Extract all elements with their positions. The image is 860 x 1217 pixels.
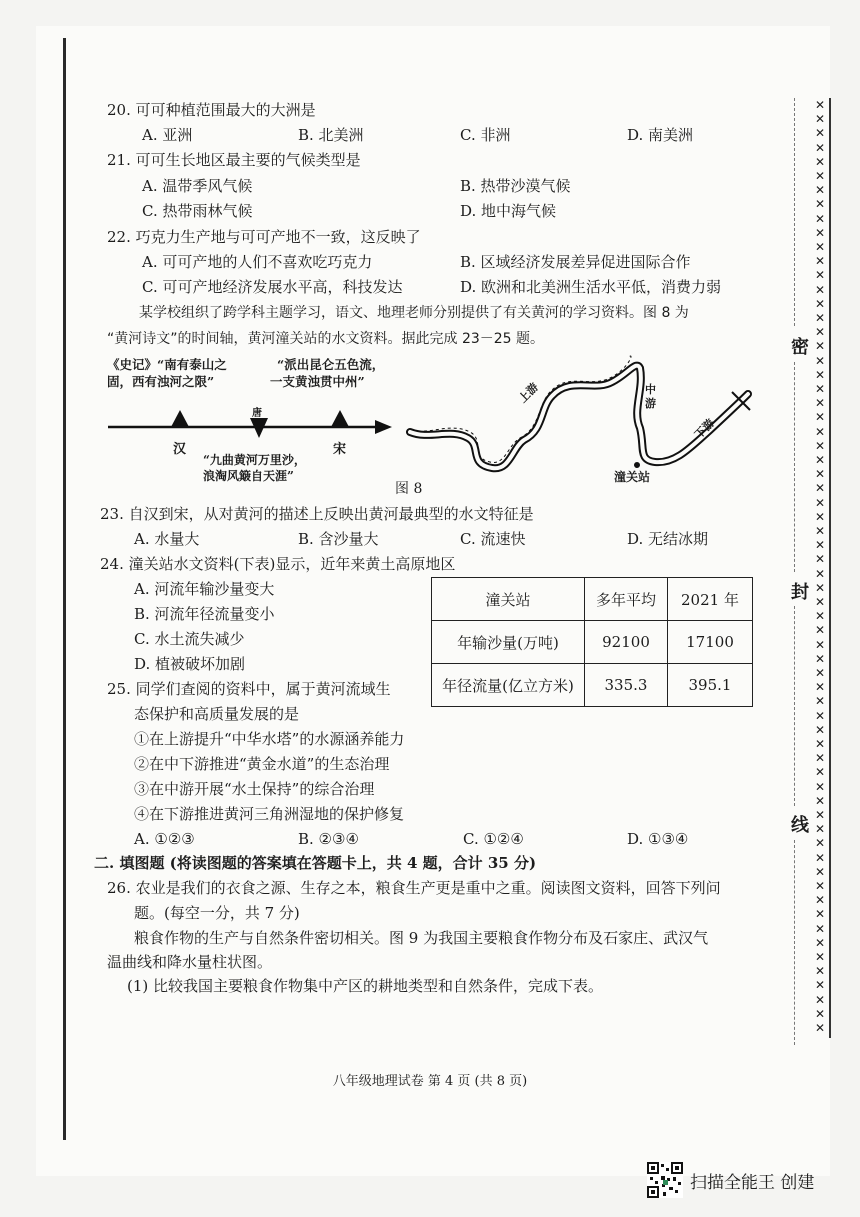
question-23-stem: 23. 自汉到宋，从对黄河的描述上反映出黄河最典型的水文特征是 — [100, 505, 534, 523]
cut-mark-icon: ✕ — [815, 879, 826, 893]
q25-item-1: ①在上游提升“中华水塔”的水源涵养能力 — [134, 730, 405, 748]
cut-mark-icon: ✕ — [815, 850, 826, 865]
cut-mark-icon: ✕ — [815, 438, 826, 453]
cut-mark-icon: ✕ — [815, 410, 826, 425]
han-marker-icon — [171, 410, 189, 427]
q25-item-4: ④在下游推进黄河三角洲湿地的保护修复 — [134, 805, 405, 823]
q23-option-d: D. 无结冰期 — [627, 530, 709, 548]
cut-mark-icon: ✕ — [815, 935, 826, 950]
cut-mark-icon: ✕ — [815, 282, 826, 297]
cut-line-x-marks — [815, 98, 831, 1038]
left-margin-rule — [63, 38, 66, 1140]
q24-option-c: C. 水土流失减少 — [134, 630, 245, 648]
cut-mark-icon: ✕ — [815, 311, 826, 325]
q25-item-3: ③在中游开展“水土保持”的综合治理 — [134, 780, 375, 798]
cut-mark-icon: ✕ — [815, 708, 826, 723]
table-cell: 395.1 — [668, 664, 753, 707]
q23-option-b: B. 含沙量大 — [298, 530, 379, 548]
cut-mark-icon: ✕ — [815, 495, 826, 510]
q21-option-a: A. 温带季风气候 — [142, 177, 253, 195]
cut-mark-icon: ✕ — [815, 183, 826, 198]
cut-mark-icon: ✕ — [815, 112, 826, 127]
qr-code-icon — [647, 1162, 683, 1198]
quote-jiuqu-line2: 浪淘风簸自天涯” — [203, 469, 294, 483]
cut-mark-icon: ✕ — [815, 595, 826, 609]
cut-mark-icon: ✕ — [815, 325, 826, 340]
q25-option-a: A. ①②③ — [134, 830, 195, 848]
cut-mark-icon: ✕ — [815, 566, 826, 581]
seal-char-feng: 封 — [791, 582, 809, 603]
cut-mark-icon: ✕ — [815, 1021, 826, 1035]
cut-mark-icon: ✕ — [815, 921, 826, 936]
quote-kunlun-line1: “派出昆仑五色流， — [277, 357, 385, 372]
q25-option-c: C. ①②④ — [463, 830, 524, 848]
cut-mark-icon: ✕ — [815, 765, 826, 780]
cut-mark-icon: ✕ — [815, 211, 826, 226]
song-marker-icon — [331, 410, 349, 427]
q21-option-d: D. 地中海气候 — [460, 202, 557, 220]
page-footer: 八年级地理试卷 第 4 页 (共 8 页) — [332, 1074, 528, 1089]
table-row — [432, 664, 753, 707]
cut-mark-icon: ✕ — [815, 580, 826, 595]
cut-mark-icon: ✕ — [815, 552, 826, 567]
cut-mark-icon: ✕ — [815, 268, 826, 283]
question-26-sub-1: (1) 比较我国主要粮食作物集中产区的耕地类型和自然条件，完成下表。 — [127, 977, 604, 995]
cut-mark-icon: ✕ — [815, 225, 826, 240]
cut-mark-icon: ✕ — [815, 240, 826, 254]
q22-option-a: A. 可可产地的人们不喜欢吃巧克力 — [142, 253, 373, 271]
table-cell: 92100 — [585, 621, 668, 664]
question-25-stem-line2: 态保护和高质量发展的是 — [134, 705, 300, 723]
cut-mark-icon: ✕ — [815, 481, 826, 496]
q25-item-2: ②在中下游推进“黄金水道”的生态治理 — [134, 755, 390, 773]
q21-option-b: B. 热带沙漠气候 — [460, 177, 571, 195]
intro-line-1: 某学校组织了跨学科主题学习，语文、地理老师分别提供了有关黄河的学习资料。图 8 为 — [139, 305, 689, 321]
cut-mark-icon: ✕ — [815, 651, 826, 666]
cut-mark-icon: ✕ — [815, 779, 826, 794]
q20-option-d: D. 南美洲 — [627, 126, 694, 144]
cut-mark-icon: ✕ — [815, 197, 826, 212]
q21-option-c: C. 热带雨林气候 — [142, 202, 253, 220]
cut-mark-icon: ✕ — [815, 453, 826, 467]
question-21-stem: 21. 可可生长地区最主要的气候类型是 — [107, 151, 361, 169]
quote-shiji-line1: 《史记》“南有泰山之 — [107, 357, 227, 372]
cut-mark-icon: ✕ — [815, 808, 826, 822]
table-row — [432, 621, 753, 664]
q20-option-c: C. 非洲 — [460, 126, 511, 144]
cut-mark-icon: ✕ — [815, 964, 826, 979]
cut-mark-icon: ✕ — [815, 538, 826, 553]
tongguan-hydrology-table — [431, 577, 753, 707]
cut-mark-icon: ✕ — [815, 169, 826, 183]
table-header-cell: 2021 年 — [668, 578, 753, 621]
cut-mark-icon: ✕ — [815, 154, 826, 169]
cut-mark-icon: ✕ — [815, 524, 826, 538]
table-header-cell: 潼关站 — [432, 578, 585, 621]
q22-option-c: C. 可可产地经济发展水平高，科技发达 — [142, 278, 403, 296]
cut-mark-icon: ✕ — [815, 382, 826, 396]
table-header-cell: 多年平均 — [585, 578, 668, 621]
table-cell: 17100 — [668, 621, 753, 664]
q25-option-b: B. ②③④ — [298, 830, 359, 848]
cut-mark-icon: ✕ — [815, 396, 826, 411]
section-2-heading: 二. 填图题 (将读图题的答案填在答题卡上，共 4 题，合计 35 分) — [94, 854, 537, 872]
cut-mark-icon: ✕ — [815, 992, 826, 1007]
cut-mark-icon: ✕ — [815, 893, 826, 908]
seal-char-xian: 线 — [791, 815, 809, 836]
cut-mark-icon: ✕ — [815, 637, 826, 652]
intro-line-2: “黄河诗文”的时间轴，黄河潼关站的水文资料。据此完成 23－25 题。 — [107, 331, 545, 347]
cut-mark-icon: ✕ — [815, 623, 826, 638]
table-cell: 年径流量(亿立方米) — [432, 664, 585, 707]
label-han: 汉 — [173, 442, 187, 457]
cut-mark-icon: ✕ — [815, 978, 826, 993]
q22-option-d: D. 欧洲和北美洲生活水平低，消费力弱 — [460, 278, 722, 296]
quote-shiji-line2: 固，西有浊河之限” — [107, 374, 215, 389]
cut-mark-icon: ✕ — [815, 353, 826, 368]
cut-mark-icon: ✕ — [815, 367, 826, 382]
cut-mark-icon: ✕ — [815, 509, 826, 524]
cut-mark-icon: ✕ — [815, 666, 826, 680]
q20-option-b: B. 北美洲 — [298, 126, 364, 144]
cut-mark-icon: ✕ — [815, 1006, 826, 1021]
cut-mark-icon: ✕ — [815, 864, 826, 879]
question-22-stem: 22. 巧克力生产地与可可产地不一致，这反映了 — [107, 228, 421, 246]
table-header-row — [432, 578, 753, 621]
question-26-paragraph-line1: 粮食作物的生产与自然条件密切相关。图 9 为我国主要粮食作物分布及石家庄、武汉气 — [134, 929, 709, 947]
label-tang: 唐 — [252, 408, 262, 419]
map-label-tongguan: 潼关站 — [614, 470, 651, 484]
cut-mark-icon: ✕ — [815, 424, 826, 439]
map-label-middle: 中游 — [645, 383, 656, 410]
cut-mark-icon: ✕ — [815, 98, 826, 112]
cut-mark-icon: ✕ — [815, 140, 826, 155]
cut-mark-icon: ✕ — [815, 822, 826, 837]
cut-mark-icon: ✕ — [815, 254, 826, 269]
q24-option-d: D. 植被破坏加剧 — [134, 655, 246, 673]
seal-char-mi: 密 — [791, 337, 809, 358]
quote-kunlun-line2: 一支黄浊贯中州” — [270, 374, 365, 389]
cut-mark-icon: ✕ — [815, 467, 826, 482]
cut-mark-icon: ✕ — [815, 680, 826, 695]
figure-8-caption: 图 8 — [395, 481, 423, 497]
table-cell: 335.3 — [585, 664, 668, 707]
q23-option-c: C. 流速快 — [460, 530, 526, 548]
question-20-stem: 20. 可可种植范围最大的大洲是 — [107, 101, 316, 119]
cut-mark-icon: ✕ — [815, 836, 826, 851]
q22-option-b: B. 区域经济发展差异促进国际合作 — [460, 253, 691, 271]
cut-mark-icon: ✕ — [815, 793, 826, 808]
q24-option-b: B. 河流年径流量变小 — [134, 605, 275, 623]
cut-mark-icon: ✕ — [815, 907, 826, 922]
binding-line-strip — [793, 98, 833, 1048]
cut-mark-icon: ✕ — [815, 751, 826, 766]
q25-option-d: D. ①③④ — [627, 830, 689, 848]
q20-option-a: A. 亚洲 — [142, 126, 193, 144]
cut-mark-icon: ✕ — [815, 296, 826, 311]
map-label-upper: 上游 — [516, 380, 541, 406]
table-cell: 年输沙量(万吨) — [432, 621, 585, 664]
cut-mark-icon: ✕ — [815, 737, 826, 751]
q23-option-a: A. 水量大 — [134, 530, 200, 548]
question-26-stem-line2: 题。(每空一分，共 7 分) — [134, 904, 300, 922]
label-song: 宋 — [333, 442, 347, 457]
map-label-lower: 下游 — [692, 416, 717, 442]
cut-mark-icon: ✕ — [815, 609, 826, 624]
q24-option-a: A. 河流年输沙量变大 — [134, 580, 275, 598]
cut-mark-icon: ✕ — [815, 722, 826, 737]
scanner-watermark: 扫描全能王 创建 — [690, 1173, 815, 1193]
question-25-stem-line1: 25. 同学们查阅的资料中，属于黄河流域生 — [107, 680, 391, 698]
question-26-stem-line1: 26. 农业是我们的衣食之源、生存之本，粮食生产更是重中之重。阅读图文资料，回答下列问 — [107, 879, 721, 897]
question-26-paragraph-line2: 温曲线和降水量柱状图。 — [107, 953, 273, 971]
yellow-river-map — [410, 356, 750, 468]
cut-mark-icon: ✕ — [815, 339, 826, 354]
question-24-stem: 24. 潼关站水文资料(下表)显示，近年来黄土高原地区 — [100, 555, 456, 573]
cut-mark-icon: ✕ — [815, 126, 826, 141]
cut-mark-icon: ✕ — [815, 694, 826, 709]
quote-jiuqu-line1: “九曲黄河万里沙， — [203, 453, 306, 467]
cut-mark-icon: ✕ — [815, 950, 826, 964]
timeline-arrow-icon — [375, 420, 392, 434]
